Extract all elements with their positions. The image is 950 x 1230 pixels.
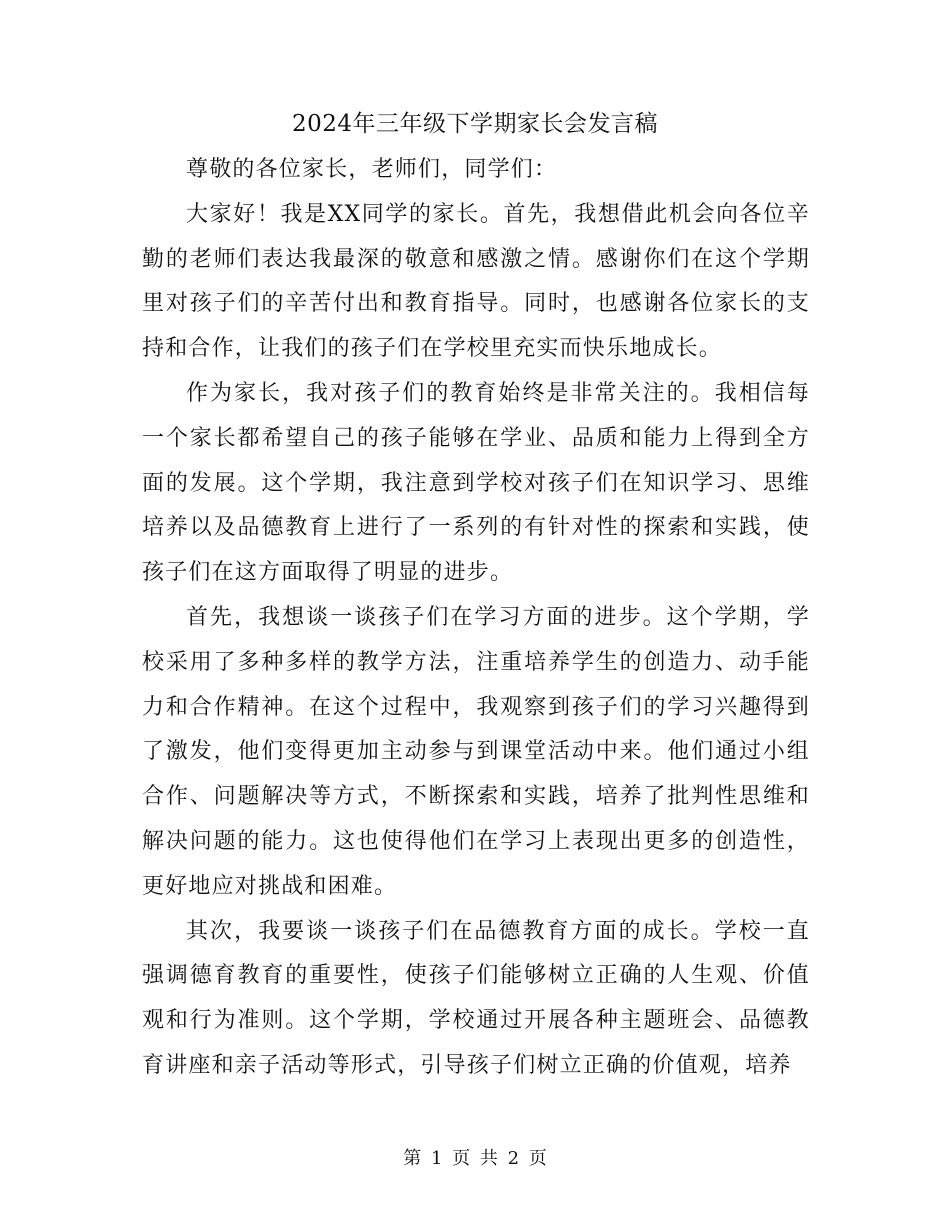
document-body — [142, 148, 810, 1089]
salutation-paragraph: 尊敬的各位家长，老师们，同学们： — [186, 157, 558, 182]
document-title: 2024年三年级下学期家长会发言稿 — [291, 111, 659, 137]
body-paragraph: 首先，我想谈一谈孩子们在学习方面的进步。这个学期，学校采用了多种多样的教学方法，注重培养学生的创造力、动手能力和合作精神。在这个过程中，我观察到孩子们的学习兴趣得到了激发，他们变得更加主动参与到课堂活动中来。他们通过小组合作、问题解决等方式，不断探索和实践，培养了批判性思维和解决问题的能力。这也使得他们在学习上表现出更多的创造性，更好地应对挑战和困难。 — [142, 604, 810, 899]
body-paragraph: 作为家长，我对孩子们的教育始终是非常关注的。我相信每一个家长都希望自己的孩子能够在学业、品质和能力上得到全方面的发展。这个学期，我注意到学校对孩子们在知识学习、思维培养以及品德教育上进行了一系列的有针对性的探索和实践，使孩子们在这方面取得了明显的进步。 — [142, 380, 810, 586]
body-paragraph: 其次，我要谈一谈孩子们在品德教育方面的成长。学校一直强调德育教育的重要性，使孩子们能够树立正确的人生观、价值观和行为准则。这个学期，学校通过开展各种主题班会、品德教育讲座和亲子活动等形式，引导孩子们树立正确的价值观，培养 — [142, 918, 810, 1078]
body-paragraph: 大家好！我是XX同学的家长。首先，我想借此机会向各位辛勤的老师们表达我最深的敬意和感激之情。感谢你们在这个学期里对孩子们的辛苦付出和教育指导。同时，也感谢各位家长的支持和合作，让我们的孩子们在学校里充实而快乐地成长。 — [142, 201, 810, 362]
page-number-footer: 第 1 页 共 2 页 — [403, 1148, 547, 1169]
